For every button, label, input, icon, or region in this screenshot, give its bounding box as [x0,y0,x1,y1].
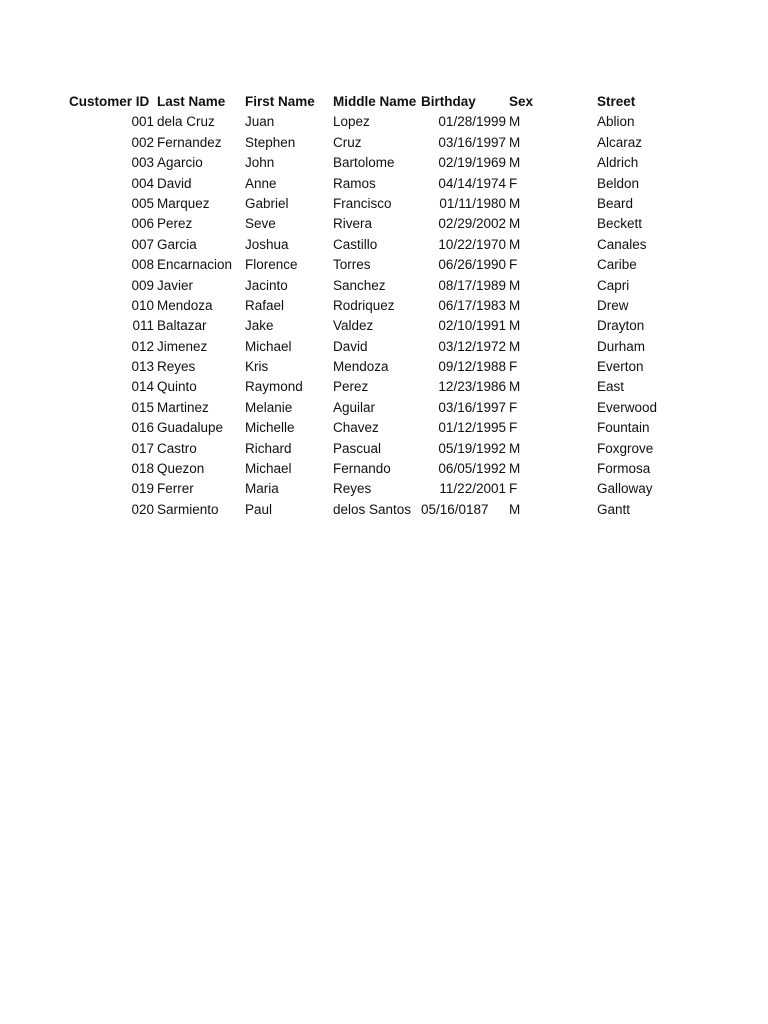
birthday-cell: 01/11/1980 [439,195,506,211]
header-first-name: First Name [245,94,315,109]
birthday-cell: 06/17/1983 [438,297,506,313]
sex-cell: M [509,297,521,313]
middle-name-cell: Rodriquez [333,297,395,313]
customer-id-cell: 010 [131,297,154,313]
first-name-cell: Joshua [245,236,289,252]
sex-cell: M [509,216,521,232]
last-name-cell: Sarmiento [157,501,219,517]
sex-cell: M [509,195,521,211]
table-row [0,255,768,275]
birthday-cell: 05/19/1992 [438,440,506,456]
last-name-cell: Mendoza [157,297,213,313]
first-name-cell: Seve [245,216,276,232]
customer-id-cell: 013 [131,359,154,375]
middle-name-cell: Francisco [333,195,392,211]
last-name-cell: Encarnacion [157,257,233,273]
table-row [0,439,768,459]
street-cell: Gantt [597,501,631,517]
customer-id-cell: 012 [131,338,154,354]
middle-name-cell: Ramos [333,175,376,191]
birthday-cell: 03/16/1997 [438,399,506,415]
table-row [0,357,768,377]
sex-cell: M [509,338,521,354]
customer-id-cell: 002 [131,134,154,150]
sex-cell: F [509,420,518,436]
birthday-cell: 02/19/1969 [438,155,506,171]
street-cell: Aldrich [597,155,639,171]
table-row [0,214,768,234]
customer-id-cell: 018 [131,461,154,477]
table-row [0,235,768,255]
middle-name-cell: Chavez [333,420,379,436]
table-row [0,153,768,173]
street-cell: Foxgrove [597,440,654,456]
last-name-cell: Reyes [157,359,196,375]
birthday-cell: 01/28/1999 [438,114,506,130]
customer-id-cell: 004 [131,175,154,191]
sex-cell: F [509,359,518,375]
last-name-cell: Perez [157,216,193,232]
birthday-cell: 01/12/1995 [438,420,506,436]
table-row [0,500,768,520]
customer-id-cell: 005 [131,195,154,211]
street-cell: Alcaraz [597,134,643,150]
sex-cell: M [509,501,521,517]
street-cell: Fountain [597,420,650,436]
header-middle-name: Middle Name [333,94,417,109]
first-name-cell: Michael [245,461,292,477]
middle-name-cell: Fernando [333,461,391,477]
middle-name-cell: Reyes [333,481,372,497]
birthday-cell: 09/12/1988 [438,359,506,375]
table-row [0,459,768,479]
first-name-cell: John [245,155,275,171]
birthday-cell: 05/16/0187 [421,501,489,517]
last-name-cell: David [157,175,192,191]
first-name-cell: Juan [245,114,275,130]
first-name-cell: Florence [245,257,298,273]
street-cell: Beldon [597,175,640,191]
sex-cell: F [509,481,518,497]
birthday-cell: 06/26/1990 [438,257,506,273]
street-cell: Galloway [597,481,653,497]
first-name-cell: Anne [245,175,277,191]
table-row [0,418,768,438]
street-cell: Drew [597,297,629,313]
last-name-cell: Jimenez [157,338,208,354]
customer-id-cell: 017 [131,440,154,456]
last-name-cell: Agarcio [157,155,203,171]
sex-cell: M [509,134,521,150]
middle-name-cell: Lopez [333,114,370,130]
last-name-cell: Quezon [157,461,205,477]
table-row [0,398,768,418]
street-cell: Drayton [597,318,645,334]
sex-cell: M [509,277,521,293]
table-header-row [0,92,768,112]
customer-id-cell: 001 [131,114,154,130]
last-name-cell: Ferrer [157,481,194,497]
street-cell: Beard [597,195,634,211]
street-cell: East [597,379,625,395]
street-cell: Ablion [597,114,635,130]
table-row [0,377,768,397]
header-customer-id: Customer ID [69,94,150,109]
customer-id-cell: 014 [131,379,154,395]
first-name-cell: Raymond [245,379,303,395]
sex-cell: M [509,379,521,395]
street-cell: Everton [597,359,644,375]
middle-name-cell: Valdez [333,318,374,334]
middle-name-cell: Perez [333,379,369,395]
street-cell: Canales [597,236,647,252]
last-name-cell: Marquez [157,195,210,211]
table-row [0,133,768,153]
table-body [0,112,768,520]
customer-id-cell: 020 [131,501,154,517]
birthday-cell: 06/05/1992 [438,461,506,477]
header-last-name: Last Name [157,94,226,109]
birthday-cell: 12/23/1986 [438,379,506,395]
header-street: Street [597,94,636,109]
last-name-cell: Baltazar [157,318,207,334]
sex-cell: M [509,440,521,456]
sex-cell: M [509,236,521,252]
middle-name-cell: Torres [333,257,371,273]
table-row [0,194,768,214]
birthday-cell: 10/22/1970 [438,236,506,252]
table-row [0,276,768,296]
customer-id-cell: 009 [131,277,154,293]
table-row [0,337,768,357]
first-name-cell: Richard [245,440,292,456]
street-cell: Capri [597,277,630,293]
first-name-cell: Melanie [245,399,293,415]
first-name-cell: Stephen [245,134,296,150]
table-row [0,316,768,336]
birthday-cell: 02/29/2002 [438,216,506,232]
middle-name-cell: delos Santos [333,501,412,517]
table-row [0,112,768,132]
middle-name-cell: Mendoza [333,359,389,375]
birthday-cell: 03/16/1997 [438,134,506,150]
header-sex: Sex [509,94,534,109]
middle-name-cell: Sanchez [333,277,386,293]
sex-cell: F [509,175,518,191]
table-row [0,296,768,316]
customer-id-cell: 006 [131,216,154,232]
customer-id-cell: 015 [131,399,154,415]
birthday-cell: 08/17/1989 [438,277,506,293]
last-name-cell: Martinez [157,399,209,415]
last-name-cell: dela Cruz [157,114,215,130]
birthday-cell: 03/12/1972 [438,338,506,354]
street-cell: Everwood [597,399,658,415]
middle-name-cell: Aguilar [333,399,376,415]
first-name-cell: Michelle [245,420,295,436]
customer-id-cell: 007 [131,236,154,252]
customer-table [0,92,768,520]
last-name-cell: Quinto [157,379,197,395]
customer-id-cell: 011 [132,318,154,334]
last-name-cell: Guadalupe [157,420,224,436]
middle-name-cell: David [333,338,368,354]
birthday-cell: 11/22/2001 [439,481,506,497]
middle-name-cell: Bartolome [333,155,395,171]
birthday-cell: 04/14/1974 [438,175,506,191]
middle-name-cell: Castillo [333,236,378,252]
birthday-cell: 02/10/1991 [438,318,506,334]
middle-name-cell: Pascual [333,440,382,456]
sex-cell: M [509,461,521,477]
first-name-cell: Maria [245,481,279,497]
first-name-cell: Rafael [245,297,285,313]
first-name-cell: Kris [245,359,269,375]
street-cell: Caribe [597,257,637,273]
customer-id-cell: 019 [131,481,154,497]
table-row [0,479,768,499]
street-cell: Durham [597,338,646,354]
sex-cell: M [509,114,521,130]
last-name-cell: Fernandez [157,134,222,150]
last-name-cell: Garcia [157,236,197,252]
last-name-cell: Castro [157,440,197,456]
customer-id-cell: 003 [131,155,154,171]
sex-cell: M [509,155,521,171]
sex-cell: F [509,257,518,273]
sex-cell: M [509,318,521,334]
first-name-cell: Gabriel [245,195,289,211]
street-cell: Formosa [597,461,651,477]
last-name-cell: Javier [157,277,194,293]
first-name-cell: Michael [245,338,292,354]
table-row [0,174,768,194]
first-name-cell: Jacinto [245,277,288,293]
first-name-cell: Jake [245,318,274,334]
customer-id-cell: 016 [131,420,154,436]
first-name-cell: Paul [245,501,273,517]
sex-cell: F [509,399,518,415]
customer-id-cell: 008 [131,257,154,273]
middle-name-cell: Rivera [333,216,373,232]
header-birthday: Birthday [421,94,476,109]
street-cell: Beckett [597,216,643,232]
middle-name-cell: Cruz [333,134,362,150]
